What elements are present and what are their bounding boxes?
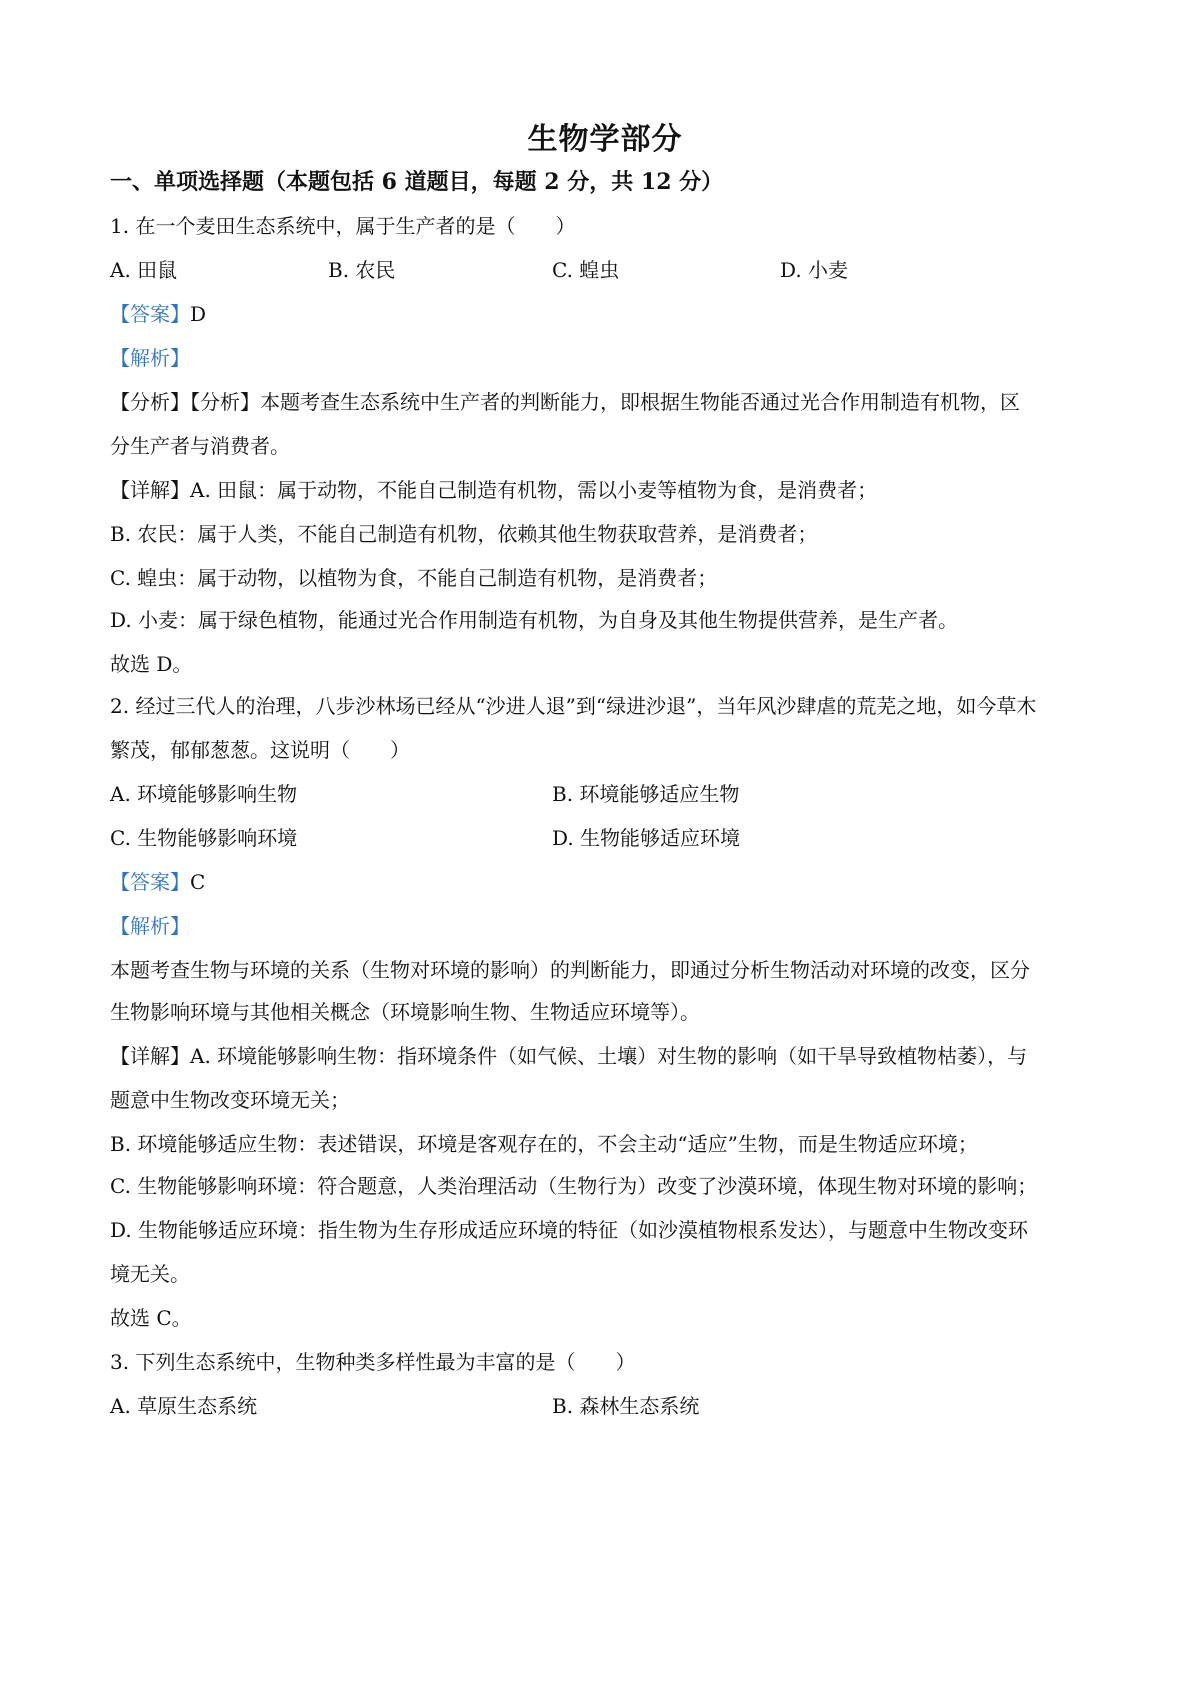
q2-intro-line2: 生物影响环境与其他相关概念（环境影响生物、生物适应环境等）。 [110,1000,700,1024]
q2-option-c: C. 生物能够影响环境 [110,826,298,850]
q1-detail-a: 【详解】A. 田鼠：属于动物，不能自己制造有机物，需以小麦等植物为食，是消费者； [110,478,878,502]
q2-detail-a-line2: 题意中生物改变环境无关； [110,1088,350,1112]
q2-detail-d-line2: 境无关。 [110,1262,190,1286]
q1-analysis-tag: 【解析】 [110,346,190,370]
question-3-stem: 3. 下列生态系统中，生物种类多样性最为丰富的是（ ） [110,1350,636,1374]
q1-detail-c: C. 蝗虫：属于动物，以植物为食，不能自己制造有机物，是消费者； [110,566,718,590]
q1-option-c: C. 蝗虫 [552,258,620,282]
q1-option-a: A. 田鼠 [110,258,178,282]
question-2-stem-line1: 2. 经过三代人的治理，八步沙林场已经从“沙进人退”到“绿进沙退”，当年风沙肆虐的荒芜之地，如今草木 [110,694,1037,718]
section-heading: 一、单项选择题（本题包括 6 道题目，每题 2 分，共 12 分） [110,169,724,195]
q2-option-a: A. 环境能够影响生物 [110,782,298,806]
q2-detail-a-line1: 【详解】A. 环境能够影响生物：指环境条件（如气候、土壤）对生物的影响（如干旱导致植物枯萎），与 [110,1044,1028,1068]
q1-choose: 故选 D。 [110,652,193,676]
answer-tag: 【答案】 [110,302,190,326]
question-1-stem: 1. 在一个麦田生态系统中，属于生产者的是（ ） [110,214,576,238]
q3-option-a: A. 草原生态系统 [110,1394,258,1418]
q1-detail-d: D. 小麦：属于绿色植物，能通过光合作用制造有机物，为自身及其他生物提供营养，是生产者。 [110,608,959,632]
q2-option-d: D. 生物能够适应环境 [552,826,741,850]
question-2-stem-line2: 繁茂，郁郁葱葱。这说明（ ） [110,738,410,762]
q2-analysis-tag: 【解析】 [110,914,190,938]
q2-detail-d-line1: D. 生物能够适应环境：指生物为生存形成适应环境的特征（如沙漠植物根系发达），与题意中生物改变环 [110,1218,1029,1242]
answer-tag: 【答案】 [110,870,190,894]
q2-choose: 故选 C。 [110,1306,192,1330]
q2-detail-b: B. 环境能够适应生物：表述错误，环境是客观存在的，不会主动“适应”生物，而是生物适应环境； [110,1132,978,1156]
q1-fenxi-line2: 分生产者与消费者。 [110,434,290,458]
q1-detail-b: B. 农民：属于人类，不能自己制造有机物，依赖其他生物获取营养，是消费者； [110,522,818,546]
q2-intro-line1: 本题考查生物与环境的关系（生物对环境的影响）的判断能力，即通过分析生物活动对环境的改变，区分 [110,958,1030,982]
answer-value: D [190,302,207,326]
q1-answer [110,300,1100,328]
q2-option-b: B. 环境能够适应生物 [552,782,740,806]
page-title: 生物学部分 [527,122,683,157]
q3-option-b: B. 森林生态系统 [552,1394,700,1418]
q2-detail-c: C. 生物能够影响环境：符合题意，人类治理活动（生物行为）改变了沙漠环境，体现生物对环境的影响； [110,1174,1038,1198]
q2-answer [110,868,1100,896]
q1-option-b: B. 农民 [328,258,396,282]
answer-value: C [190,870,206,894]
q1-fenxi-line1: 【分析】【分析】本题考查生态系统中生产者的判断能力，即根据生物能否通过光合作用制造有机物，区 [110,390,1020,414]
q1-option-d: D. 小麦 [780,258,849,282]
